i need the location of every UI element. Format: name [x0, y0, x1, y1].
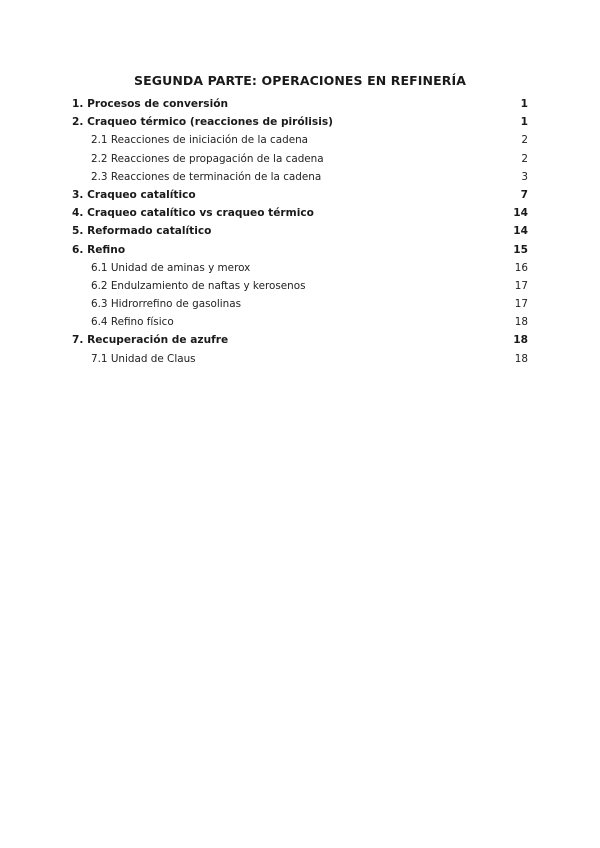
toc-entry[interactable] — [72, 241, 528, 259]
toc-entry-label: 4. Craqueo catalítico vs craqueo térmico — [72, 207, 314, 220]
toc-entry-page-number: 1 — [520, 116, 528, 129]
toc-entry-page-number: 14 — [513, 225, 528, 238]
toc-entry-page-number: 7 — [520, 188, 528, 201]
toc-entry-page-number: 3 — [521, 170, 528, 183]
toc-entry[interactable] — [72, 131, 528, 149]
toc-entry[interactable] — [72, 150, 528, 168]
toc-entry-label: 6.4 Refino físico — [91, 316, 174, 329]
toc-entry-label: 6. Refino — [72, 243, 126, 256]
toc-entry-label: 2.1 Reacciones de iniciación de la cadena — [91, 134, 309, 147]
toc-entry[interactable] — [72, 204, 528, 222]
toc-entry[interactable] — [72, 222, 528, 240]
toc-entry-label: 6.3 Hidrorrefino de gasolinas — [91, 298, 242, 311]
toc-entry-label: 3. Craqueo catalítico — [72, 188, 196, 201]
toc-entry[interactable] — [72, 95, 528, 113]
page-title: SEGUNDA PARTE: OPERACIONES EN REFINERÍA — [134, 73, 466, 88]
toc-entry-label: 1. Procesos de conversión — [72, 98, 229, 110]
toc-entry[interactable] — [72, 295, 528, 313]
toc-entry-label: 6.1 Unidad de aminas y merox — [91, 261, 251, 274]
toc-entry-page-number: 16 — [514, 261, 528, 274]
toc-entry-label: 7.1 Unidad de Claus — [91, 352, 196, 365]
toc-entry-page-number: 2 — [521, 134, 528, 147]
toc-entry-page-number: 14 — [513, 207, 528, 220]
table-of-contents — [72, 95, 528, 368]
toc-entry-label: 2. Craqueo térmico (reacciones de pirólisis) — [72, 116, 334, 129]
toc-entry-page-number: 15 — [513, 243, 528, 256]
toc-entry-label: 5. Reformado catalítico — [72, 225, 212, 238]
toc-entry-page-number: 18 — [514, 316, 528, 329]
toc-entry-page-number: 2 — [521, 152, 528, 165]
toc-entry[interactable] — [72, 259, 528, 277]
toc-entry[interactable] — [72, 331, 528, 349]
toc-entry-label: 6.2 Endulzamiento de naftas y kerosenos — [91, 279, 306, 292]
toc-entry[interactable] — [72, 277, 528, 295]
toc-entry-page-number: 1 — [520, 98, 528, 110]
toc-entry[interactable] — [72, 350, 528, 368]
toc-entry[interactable] — [72, 313, 528, 331]
toc-entry[interactable] — [72, 186, 528, 204]
toc-entry-page-number: 17 — [514, 279, 528, 292]
toc-entry-page-number: 18 — [514, 352, 528, 365]
toc-entry-label: 7. Recuperación de azufre — [72, 334, 229, 347]
toc-entry[interactable] — [72, 168, 528, 186]
toc-entry-label: 2.3 Reacciones de terminación de la cadena — [91, 170, 322, 183]
toc-entry-label: 2.2 Reacciones de propagación de la cadena — [91, 152, 324, 165]
toc-entry-page-number: 18 — [513, 334, 528, 347]
toc-entry-page-number: 17 — [514, 298, 528, 311]
toc-entry[interactable] — [72, 113, 528, 131]
